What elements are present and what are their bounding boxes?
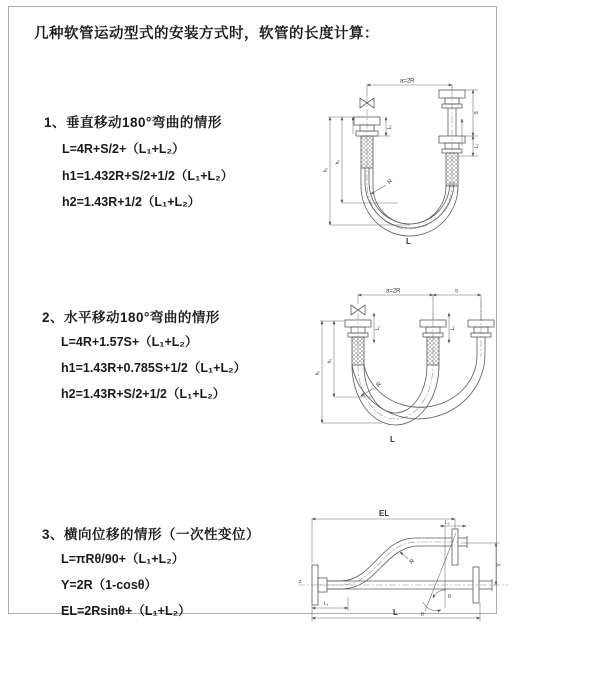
- dim-label-span: a=2R: [386, 288, 401, 295]
- angle-label-theta: θ: [421, 612, 424, 618]
- page-title: 几种软管运动型式的安装方式时，软管的长度计算：: [34, 26, 379, 42]
- section-1-heading: 1、垂直移动180°弯曲的情形: [44, 115, 222, 130]
- hose-centerline: [318, 542, 458, 585]
- formula-line: Y=2R（1-cosθ）: [61, 578, 158, 592]
- dim-label-h2: h₂: [327, 358, 333, 364]
- hose-wall: [373, 168, 446, 224]
- diagram-lateral-displacement: [295, 505, 570, 650]
- flange-stack-left: [345, 320, 371, 365]
- centerline-mark: z: [299, 579, 302, 585]
- formula-line: L=πRθ/90+（L₁+L₂）: [61, 552, 185, 566]
- dim-label-l2: L₂: [474, 143, 480, 149]
- angle-label-theta: θ: [448, 594, 451, 600]
- flange-stack-middle: [420, 320, 446, 365]
- dim-label-l2: L₂: [450, 325, 456, 331]
- dim-label-radius: R: [375, 381, 383, 389]
- formula-line: h1=1.432R+S/2+1/2（L₁+L₂）: [62, 169, 234, 183]
- dim-label-h1: h₁: [323, 167, 329, 173]
- dim-label-radius: R: [386, 178, 394, 186]
- dim-label-l1: L₁: [375, 325, 381, 331]
- dim-label-h2: h₂: [335, 159, 341, 165]
- formula-line: EL=2Rsinθ+（L₁+L₂）: [61, 604, 191, 618]
- dim-label-l1: L₁: [324, 601, 329, 607]
- dim-label-l1: L₁: [387, 124, 393, 130]
- hose-wall: [352, 365, 439, 425]
- hose-wall: [369, 168, 450, 224]
- radius-leader: [400, 552, 408, 559]
- hose-wall: [364, 355, 477, 407]
- hose-wall: [364, 365, 427, 413]
- braided-hose-section: [361, 136, 373, 168]
- dim-label-length: L: [406, 237, 411, 246]
- dim-label-l2: L₂: [445, 520, 450, 526]
- hose-wall: [327, 546, 452, 589]
- hose-wall: [361, 168, 458, 236]
- angle-arc: [433, 590, 446, 598]
- dim-label-y: Y: [497, 562, 503, 568]
- dim-label-s: s: [455, 288, 458, 295]
- flange: [452, 529, 458, 565]
- section-2-heading: 2、水平移动180°弯曲的情形: [42, 310, 220, 325]
- dim-label-length: L: [390, 435, 395, 444]
- dim-label-span: a=2R: [400, 78, 415, 85]
- dim-label-el: EL: [379, 509, 390, 518]
- formula-line: h1=1.43R+0.785S+1/2（L₁+L₂）: [61, 361, 247, 375]
- section-3-heading: 3、横向位移的情形（一次性变位）: [42, 527, 261, 542]
- dim-label-s: S: [474, 111, 480, 115]
- formula-line: h2=1.43R+1/2（L₁+L₂）: [62, 195, 201, 209]
- formula-line: L=4R+1.57S+（L₁+L₂）: [61, 335, 198, 349]
- hose-centerline: [358, 313, 433, 419]
- radius-construction-line: [425, 533, 456, 611]
- hose-wall: [365, 168, 454, 228]
- dim-label-h1: h₁: [315, 370, 321, 376]
- dim-label-radius: R: [408, 558, 416, 566]
- dim-label-length: L: [393, 608, 398, 617]
- formula-line: L=4R+S/2+（L₁+L₂）: [62, 142, 185, 156]
- diagram-horizontal-180-bend: [310, 283, 540, 468]
- formula-line: h2=1.43R+S/2+1/2（L₁+L₂）: [61, 387, 226, 401]
- diagram-vertical-180-bend: [310, 70, 540, 270]
- braided-hose-section: [446, 153, 458, 186]
